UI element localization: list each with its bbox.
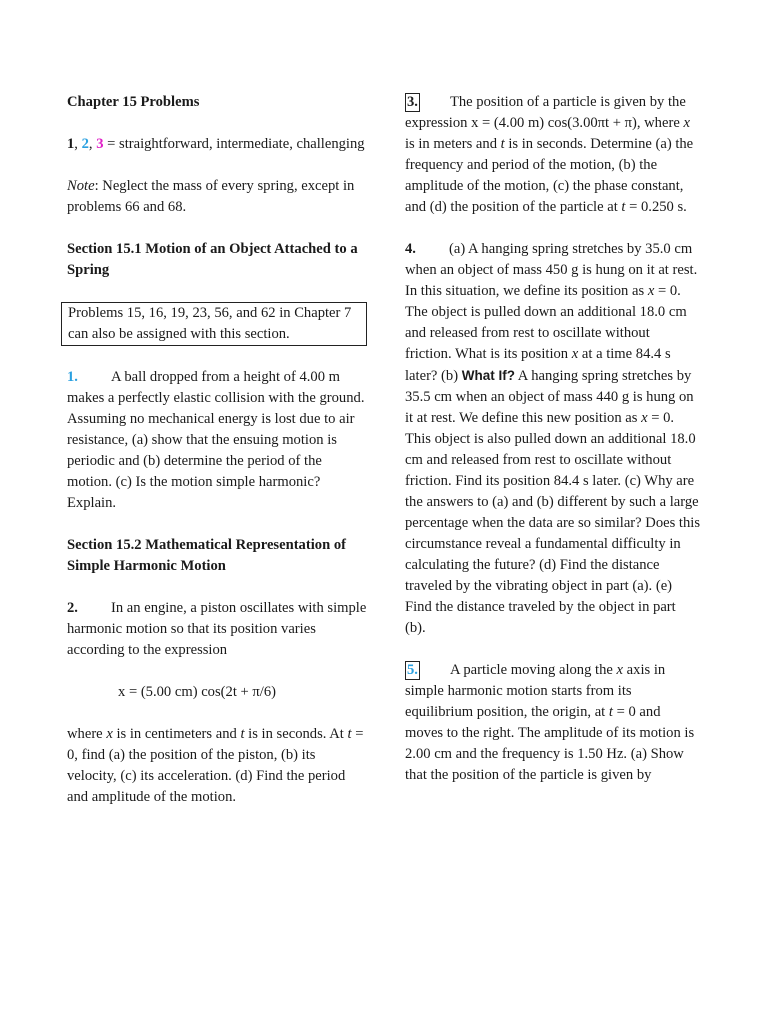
legend-straightforward: 1 <box>67 136 75 152</box>
left-column <box>67 92 367 829</box>
problem-5 <box>405 660 700 786</box>
problem-1-text: A ball dropped from a height of 4.00 m makes a perfectly elastic collision with the ground. Assuming no mechanical energy is lost due to air resistance, (a) show that the ensuing motion is periodic and (b) determine the period of the motion. (c) Is the motion simple harmonic? Explain. <box>67 369 365 511</box>
p3-text-a: The position of a particle is given by the expression <box>405 94 686 131</box>
p4-text-e: = 0. This object is also pulled down an additional 18.0 cm and released from rest to oscillate without friction. Find its position 84.4 s later. (c) Why are the answers to (a) and (b) different by such a large percentage when the data are so similar? Does this circumstance reveal a fundamental difficulty in calculating the future? (d) Find the distance traveled by the vibrating object in part (a). (e) Find the distance traveled by the object in part (b). <box>405 410 701 636</box>
p3-var-t: t <box>500 136 505 152</box>
legend-text: = straightforward, intermediate, challenging <box>103 136 365 152</box>
p2-text-a: where <box>67 726 107 742</box>
p4-text-d: A hanging spring stretches by 35.5 cm when an object of mass 440 g is hung on it at rest. We define this new position as <box>405 368 694 426</box>
p2-text-c: is in seconds. At <box>244 726 348 742</box>
p3-text-e: = 0.250 s. <box>625 199 687 215</box>
difficulty-legend: 1, 2, 3 = straightforward, intermediate, challenging <box>67 136 365 152</box>
problem-2-continuation <box>67 724 367 808</box>
problem-1-number: 1. <box>67 369 78 385</box>
problem-3 <box>405 92 700 218</box>
p5-text-a: A particle moving along the <box>449 662 617 678</box>
p3-text-d: is in seconds. Determine (a) the frequency and period of the motion, (b) the amplitude of the motion, (c) the phase constant, and (d) the position of the particle at <box>405 136 694 215</box>
problem-4 <box>405 239 700 639</box>
page-title: Chapter 15 Problems <box>67 94 200 110</box>
p3-text-c: is in meters and <box>405 136 501 152</box>
problem-4-number: 4. <box>405 241 416 257</box>
legend-intermediate: 2 <box>81 136 89 152</box>
p5-text-b: axis in simple harmonic motion starts from its equilibrium position, the origin, at <box>405 662 666 720</box>
p4-text-c: at a time 84.4 s later? (b) <box>405 346 671 384</box>
note <box>67 176 367 218</box>
problem-2-number: 2. <box>67 600 78 616</box>
p2-text-b: is in centimeters and <box>112 726 241 742</box>
p5-text-c: = 0 and moves to the right. The amplitude of its motion is 2.00 cm and the frequency is 1.50 Hz. (a) Show that the position of the particle is given by <box>405 704 695 783</box>
p3-expression: x = (4.00 m) cos(3.00πt + π) <box>471 115 637 131</box>
p4-text-a: (a) A hanging spring stretches by 35.0 cm when an object of mass 450 g is hung on it at rest. In this situation, we define its position as <box>405 241 698 299</box>
p3-var-x: x <box>683 115 690 131</box>
p2-var-t2: t <box>347 726 352 742</box>
p5-var-x: x <box>616 662 624 678</box>
section-15-1-heading: Section 15.1 Motion of an Object Attached to a Spring <box>67 241 358 278</box>
note-label: Note <box>67 178 95 194</box>
problem-2 <box>67 598 367 661</box>
right-column <box>405 92 700 807</box>
p5-var-t: t <box>608 704 613 720</box>
p2-var-x: x <box>106 726 113 742</box>
problem-1 <box>67 367 367 514</box>
p4-var-x3: x <box>641 410 648 426</box>
p4-what-if: What If? <box>461 368 515 383</box>
problem-3-number: 3. <box>407 94 418 110</box>
p4-text-b: = 0. The object is pulled down an additional 18.0 cm and released from rest to oscillate without friction. What is its position <box>405 283 687 362</box>
p3-var-t2: t <box>621 199 626 215</box>
problem-2-equation: x = (5.00 cm) cos(2t + π/6) <box>118 684 276 700</box>
section-15-2-heading: Section 15.2 Mathematical Representation of Simple Harmonic Motion <box>67 537 346 574</box>
problem-2-text: In an engine, a piston oscillates with simple harmonic motion so that its position varies according to the expression <box>67 600 367 658</box>
p2-text-d: = 0, find (a) the position of the piston, (b) its velocity, (c) its acceleration. (d) Find the period and amplitude of the motion. <box>67 726 364 805</box>
legend-challenging: 3 <box>96 136 104 152</box>
p3-text-b: , where <box>636 115 684 131</box>
p4-var-x1: x <box>647 283 655 299</box>
p2-var-t: t <box>240 726 245 742</box>
assigned-problems-box: Problems 15, 16, 19, 23, 56, and 62 in Chapter 7 can also be assigned with this section. <box>61 302 367 346</box>
p4-var-x2: x <box>571 346 579 362</box>
note-text: : Neglect the mass of every spring, except in problems 66 and 68. <box>67 178 355 215</box>
problem-5-number: 5. <box>407 662 418 678</box>
